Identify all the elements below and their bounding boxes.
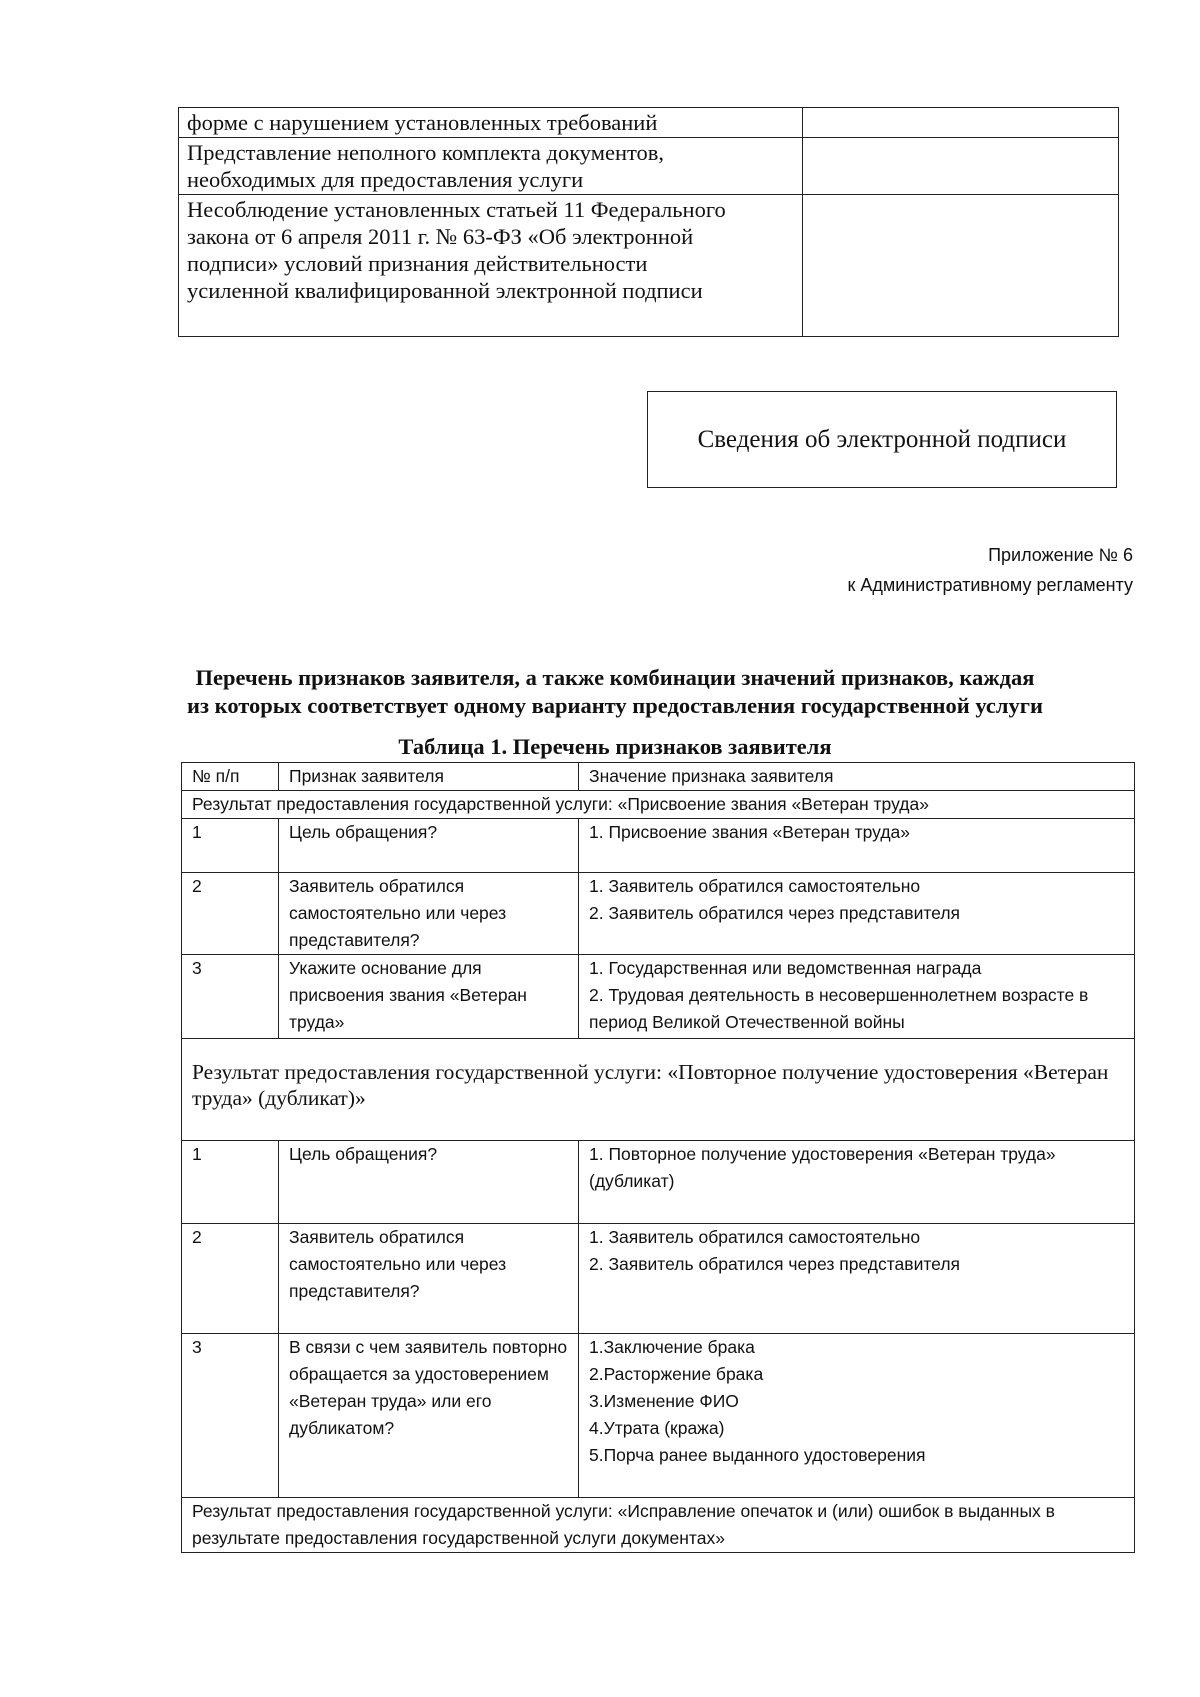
- top-table-reason-cell: [179, 108, 803, 138]
- result-row: [182, 1498, 1135, 1553]
- attribute-value: 2. Заявитель обратился через представителя: [589, 903, 961, 923]
- top-table-row: [179, 138, 1119, 195]
- signature-info-label: Сведения об электронной подписи: [697, 425, 1067, 453]
- top-table-reason-cell: [179, 138, 803, 195]
- attribute-name: Цель обращения?: [279, 1141, 579, 1224]
- appendix-number: Приложение № 6: [988, 545, 1133, 565]
- attribute-values: [579, 1224, 1135, 1334]
- reason-line: необходимых для предоставления услуги: [187, 167, 584, 192]
- reason-line: форме с нарушением установленных требований: [187, 110, 658, 135]
- attribute-value: 4.Утрата (кража): [589, 1418, 725, 1438]
- attribute-values: [579, 955, 1135, 1039]
- table-row: [182, 955, 1135, 1039]
- result-row: [182, 1039, 1135, 1141]
- attribute-values: [579, 1141, 1135, 1224]
- result-row: [182, 791, 1135, 819]
- top-table-empty-cell: [803, 195, 1119, 337]
- heading-line-1: Перечень признаков заявителя, а также комбинации значений признаков, каждая: [195, 665, 1035, 690]
- table-row: [182, 1141, 1135, 1224]
- header-prop: Признак заявителя: [279, 763, 579, 791]
- attribute-name: Заявитель обратился самостоятельно или через представителя?: [279, 873, 579, 955]
- attribute-values: [579, 819, 1135, 873]
- attribute-value: 5.Порча ранее выданного удостоверения: [589, 1445, 926, 1465]
- row-number: 2: [182, 873, 279, 955]
- attribute-value: 1. Присвоение звания «Ветеран труда»: [589, 822, 911, 842]
- row-number: 1: [182, 1141, 279, 1224]
- reason-line: усиленной квалифицированной электронной подписи: [187, 278, 703, 303]
- reason-line: подписи» условий признания действительности: [187, 251, 648, 276]
- header-value: Значение признака заявителя: [579, 763, 1135, 791]
- row-number: 3: [182, 1334, 279, 1498]
- attribute-value: 2.Расторжение брака: [589, 1364, 764, 1384]
- previous-table-fragment: [178, 107, 1119, 337]
- reason-line: Представление неполного комплекта документов,: [187, 140, 665, 165]
- attribute-values: [579, 1334, 1135, 1498]
- attribute-name: Цель обращения?: [279, 819, 579, 873]
- appendix-label: [847, 540, 1133, 600]
- top-table-row: [179, 195, 1119, 337]
- attribute-value: 3.Изменение ФИО: [589, 1391, 739, 1411]
- attribute-name: Укажите основание для присвоения звания «Ветеран труда»: [279, 955, 579, 1039]
- signature-info-box: [647, 391, 1117, 488]
- attribute-name: В связи с чем заявитель повторно обращается за удостоверением «Ветеран труда» или его дубликатом?: [279, 1334, 579, 1498]
- result-cell: Результат предоставления государственной услуги: «Присвоение звания «Ветеран труда»: [182, 791, 1135, 819]
- attribute-value: 1. Государственная или ведомственная награда: [589, 958, 982, 978]
- table-row: [182, 873, 1135, 955]
- appendix-reference: к Административному регламенту: [847, 575, 1133, 595]
- row-number: 1: [182, 819, 279, 873]
- applicant-attributes-table: [181, 762, 1135, 1553]
- document-heading: [150, 664, 1080, 720]
- attribute-value: 2. Трудовая деятельность в несовершеннолетнем возрасте в период Великой Отечественной войны: [589, 985, 1089, 1032]
- top-table-reason-cell: [179, 195, 803, 337]
- heading-line-2: из которых соответствует одному варианту предоставления государственной услуги: [187, 693, 1043, 718]
- attribute-value: 2. Заявитель обратился через представителя: [589, 1254, 961, 1274]
- attribute-value: 1. Заявитель обратился самостоятельно: [589, 1227, 921, 1247]
- row-number: 2: [182, 1224, 279, 1334]
- top-table-row: [179, 108, 1119, 138]
- top-table-empty-cell: [803, 108, 1119, 138]
- attribute-value: 1. Заявитель обратился самостоятельно: [589, 876, 921, 896]
- row-number: 3: [182, 955, 279, 1039]
- table-row: [182, 1224, 1135, 1334]
- result-cell: Результат предоставления государственной услуги: «Повторное получение удостоверения «Ветеран труда» (дубликат)»: [182, 1039, 1135, 1141]
- reason-line: закона от 6 апреля 2011 г. № 63-ФЗ «Об электронной: [187, 224, 694, 249]
- result-cell: Результат предоставления государственной услуги: «Исправление опечаток и (или) ошибок в выданных в результате предоставления государственной услуги документах»: [182, 1498, 1135, 1553]
- attribute-value: 1. Повторное получение удостоверения «Ветеран труда» (дубликат): [589, 1144, 1056, 1191]
- table-caption: Таблица 1. Перечень признаков заявителя: [398, 734, 832, 759]
- attribute-values: [579, 873, 1135, 955]
- table-header-row: [182, 763, 1135, 791]
- table-row: [182, 819, 1135, 873]
- attribute-value: 1.Заключение брака: [589, 1337, 755, 1357]
- attribute-name: Заявитель обратился самостоятельно или через представителя?: [279, 1224, 579, 1334]
- reason-line: Несоблюдение установленных статьей 11 Федерального: [187, 197, 726, 222]
- top-table-empty-cell: [803, 138, 1119, 195]
- table-row: [182, 1334, 1135, 1498]
- header-num: № п/п: [182, 763, 279, 791]
